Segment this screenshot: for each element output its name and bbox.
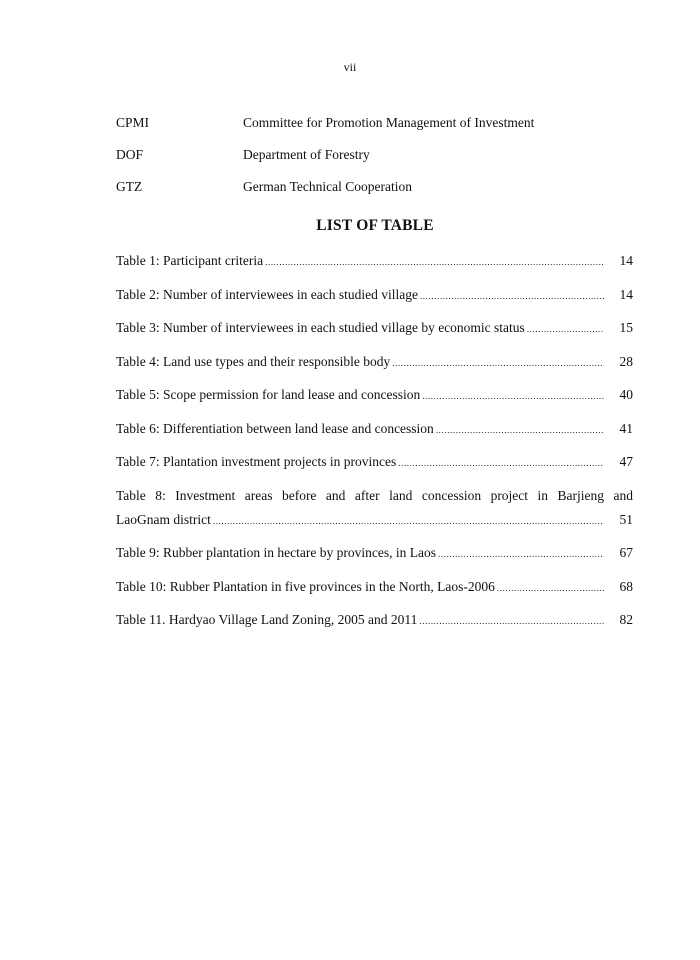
toc-entry[interactable] (116, 578, 633, 597)
toc-entry-title: Table 5: Scope permission for land lease and concession (116, 387, 421, 402)
dot-leader (420, 287, 604, 305)
dot-leader (213, 512, 604, 530)
list-of-table-heading: LIST OF TABLE (316, 217, 434, 234)
toc-entry-page: 51 (619, 511, 633, 527)
toc-entry-page: 14 (619, 286, 633, 302)
abbreviation-definition: Committee for Promotion Management of Investment (243, 115, 535, 130)
toc-entry-title: Table 1: Participant criteria (116, 253, 264, 268)
toc-entry-title-line1: Table 8: Investment areas before and after land concession project in Barjieng and (116, 487, 633, 503)
list-of-tables (116, 252, 633, 645)
toc-entry-page: 41 (619, 420, 633, 436)
toc-entry[interactable] (116, 420, 633, 439)
toc-entry-title: Table 11. Hardyao Village Land Zoning, 2005 and 2011 (116, 612, 418, 627)
toc-entry-title: Table 10: Rubber Plantation in five provinces in the North, Laos-2006 (116, 578, 495, 594)
toc-entry[interactable] (116, 286, 633, 305)
toc-entry-page: 68 (619, 578, 633, 594)
abbreviation-term: GTZ (116, 179, 143, 194)
abbreviation-definition: German Technical Cooperation (243, 179, 412, 194)
toc-entry-page: 14 (619, 253, 633, 268)
dot-leader (419, 612, 604, 630)
toc-entry-title: Table 6: Differentiation between land lease and concession (116, 420, 434, 436)
toc-entry-title-line2: LaoGnam district (116, 511, 211, 527)
abbreviation-list (116, 114, 636, 210)
toc-entry[interactable] (116, 319, 633, 338)
toc-entry[interactable] (116, 453, 633, 472)
abbreviation-term: CPMI (116, 115, 150, 130)
toc-entry[interactable] (116, 252, 633, 271)
dot-leader (436, 421, 604, 439)
toc-entry-page: 28 (619, 353, 633, 369)
toc-entry-title: Table 4: Land use types and their responsible body (116, 353, 391, 369)
dot-leader (398, 454, 604, 472)
dot-leader (265, 253, 604, 271)
dot-leader (422, 387, 604, 405)
toc-entry-title: Table 7: Plantation investment projects in provinces (116, 454, 397, 469)
toc-entry-page: 82 (619, 612, 633, 627)
abbreviation-row (116, 114, 636, 146)
toc-entry[interactable] (116, 386, 633, 405)
abbreviation-definition: Department of Forestry (243, 147, 370, 162)
toc-entry-title: Table 9: Rubber plantation in hectare by provinces, in Laos (116, 545, 436, 560)
dot-leader (527, 320, 604, 338)
dot-leader (392, 354, 604, 372)
toc-entry[interactable] (116, 353, 633, 372)
dot-leader (497, 579, 604, 597)
toc-entry[interactable] (116, 611, 633, 630)
abbreviation-row (116, 178, 636, 210)
toc-entry-page: 67 (619, 545, 633, 560)
toc-entry[interactable] (116, 487, 633, 530)
abbreviation-term: DOF (116, 147, 144, 162)
toc-entry-page: 47 (619, 454, 633, 469)
abbreviation-row (116, 146, 636, 178)
toc-entry-page: 15 (619, 320, 633, 335)
toc-entry[interactable] (116, 544, 633, 563)
toc-entry-page: 40 (619, 387, 633, 402)
toc-entry-title: Table 3: Number of interviewees in each studied village by economic status (116, 320, 525, 335)
toc-entry-title: Table 2: Number of interviewees in each studied village (116, 286, 418, 302)
page-number: vii (343, 60, 357, 74)
dot-leader (438, 545, 604, 563)
